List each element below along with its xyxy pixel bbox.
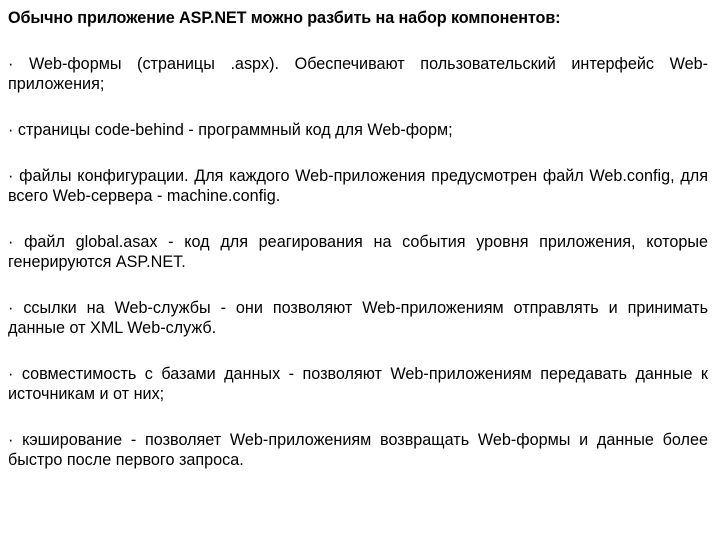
list-item-web-forms: · Web-формы (страницы .aspx). Обеспечивают пользовательский интерфейс Web-приложения; — [8, 55, 708, 93]
list-item-code-behind: · страницы code-behind - программный код для Web-форм; — [8, 121, 453, 139]
list-item-database: · совместимость с базами данных - позволяют Web-приложениям передавать данные к источникам и от них; — [8, 365, 708, 403]
document-title: Обычно приложение ASP.NET можно разбить на набор компонентов: — [8, 9, 561, 27]
document-body — [8, 8, 708, 496]
list-item-global-asax: · файл global.asax - код для реагирования на события уровня приложения, которые генерируются ASP.NET. — [8, 233, 708, 271]
list-item-web-services: · ссылки на Web-службы - они позволяют Web-приложениям отправлять и принимать данные от XML Web-служб. — [8, 299, 708, 337]
list-item-config-files: · файлы конфигурации. Для каждого Web-приложения предусмотрен файл Web.config, для всего Web-сервера - machine.config. — [8, 167, 708, 205]
list-item-caching: · кэширование - позволяет Web-приложениям возвращать Web-формы и данные более быстро после первого запроса. — [8, 431, 708, 469]
